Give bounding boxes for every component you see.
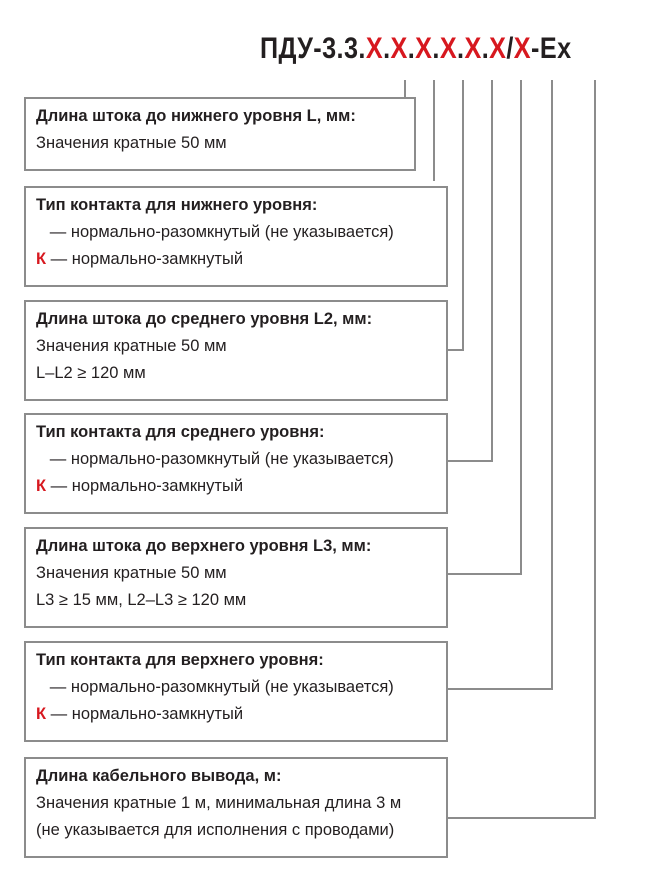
connector-4 [448,80,492,461]
connector-5 [448,80,521,574]
box-lower-rod-length [24,97,416,171]
box-line [36,701,436,728]
code-dot: . [407,32,416,65]
box-cable-length [24,757,448,858]
code-x-2: Х [390,32,408,65]
box-line [36,446,436,473]
box-line [36,246,436,273]
box-title: Длина штока до среднего уровня L2, мм: [36,310,373,328]
code-suffix: -Ex [531,32,572,65]
code-x-4: Х [439,32,458,65]
option-no: — нормально-разомкнутый (не указывается) [49,678,394,696]
code-prefix: ПДУ-3.3. [260,32,366,65]
code-x-3: Х [415,32,433,65]
box-line [36,219,436,246]
box-title: Длина штока до верхнего уровня L3, мм: [36,537,372,555]
box-upper-rod-length [24,527,448,628]
code-slash: / [506,32,514,65]
box-line: Значения кратные 50 мм [36,337,227,355]
box-line: (не указывается для исполнения с проводами) [36,821,395,839]
box-line: Значения кратные 50 мм [36,564,227,582]
code-x-7: Х [513,32,532,65]
option-no: — нормально-разомкнутый (не указывается) [49,223,394,241]
box-line: L–L2 ≥ 120 мм [36,364,146,382]
model-code [260,32,572,66]
code-x-6: Х [489,32,507,65]
box-title: Тип контакта для среднего уровня: [36,423,325,441]
code-x-5: Х [464,32,482,65]
box-line [36,674,436,701]
box-line: L3 ≥ 15 мм, L2–L3 ≥ 120 мм [36,591,247,609]
box-middle-contact-type [24,413,448,514]
code-dot: . [432,32,440,65]
box-middle-rod-length [24,300,448,401]
box-upper-contact-type [24,641,448,742]
box-line [36,473,436,500]
box-lower-contact-type [24,186,448,287]
option-k-code: К [36,477,47,495]
option-nc: — нормально-замкнутый [46,250,244,268]
code-x-1: Х [365,32,384,65]
option-no: — нормально-разомкнутый (не указывается) [49,450,394,468]
box-line: Значения кратные 50 мм [36,134,227,152]
option-k-code: К [36,250,47,268]
connector-3 [448,80,463,350]
code-dot: . [457,32,465,65]
option-k-code: К [36,705,47,723]
box-title: Тип контакта для нижнего уровня: [36,196,318,214]
box-title: Длина штока до нижнего уровня L, мм: [36,107,356,125]
option-nc: — нормально-замкнутый [46,477,244,495]
box-title: Длина кабельного вывода, м: [36,767,282,785]
code-dot: . [481,32,490,65]
box-line: Значения кратные 1 м, минимальная длина 3 м [36,794,402,812]
box-title: Тип контакта для верхнего уровня: [36,651,324,669]
option-nc: — нормально-замкнутый [46,705,244,723]
code-dot: . [383,32,391,65]
